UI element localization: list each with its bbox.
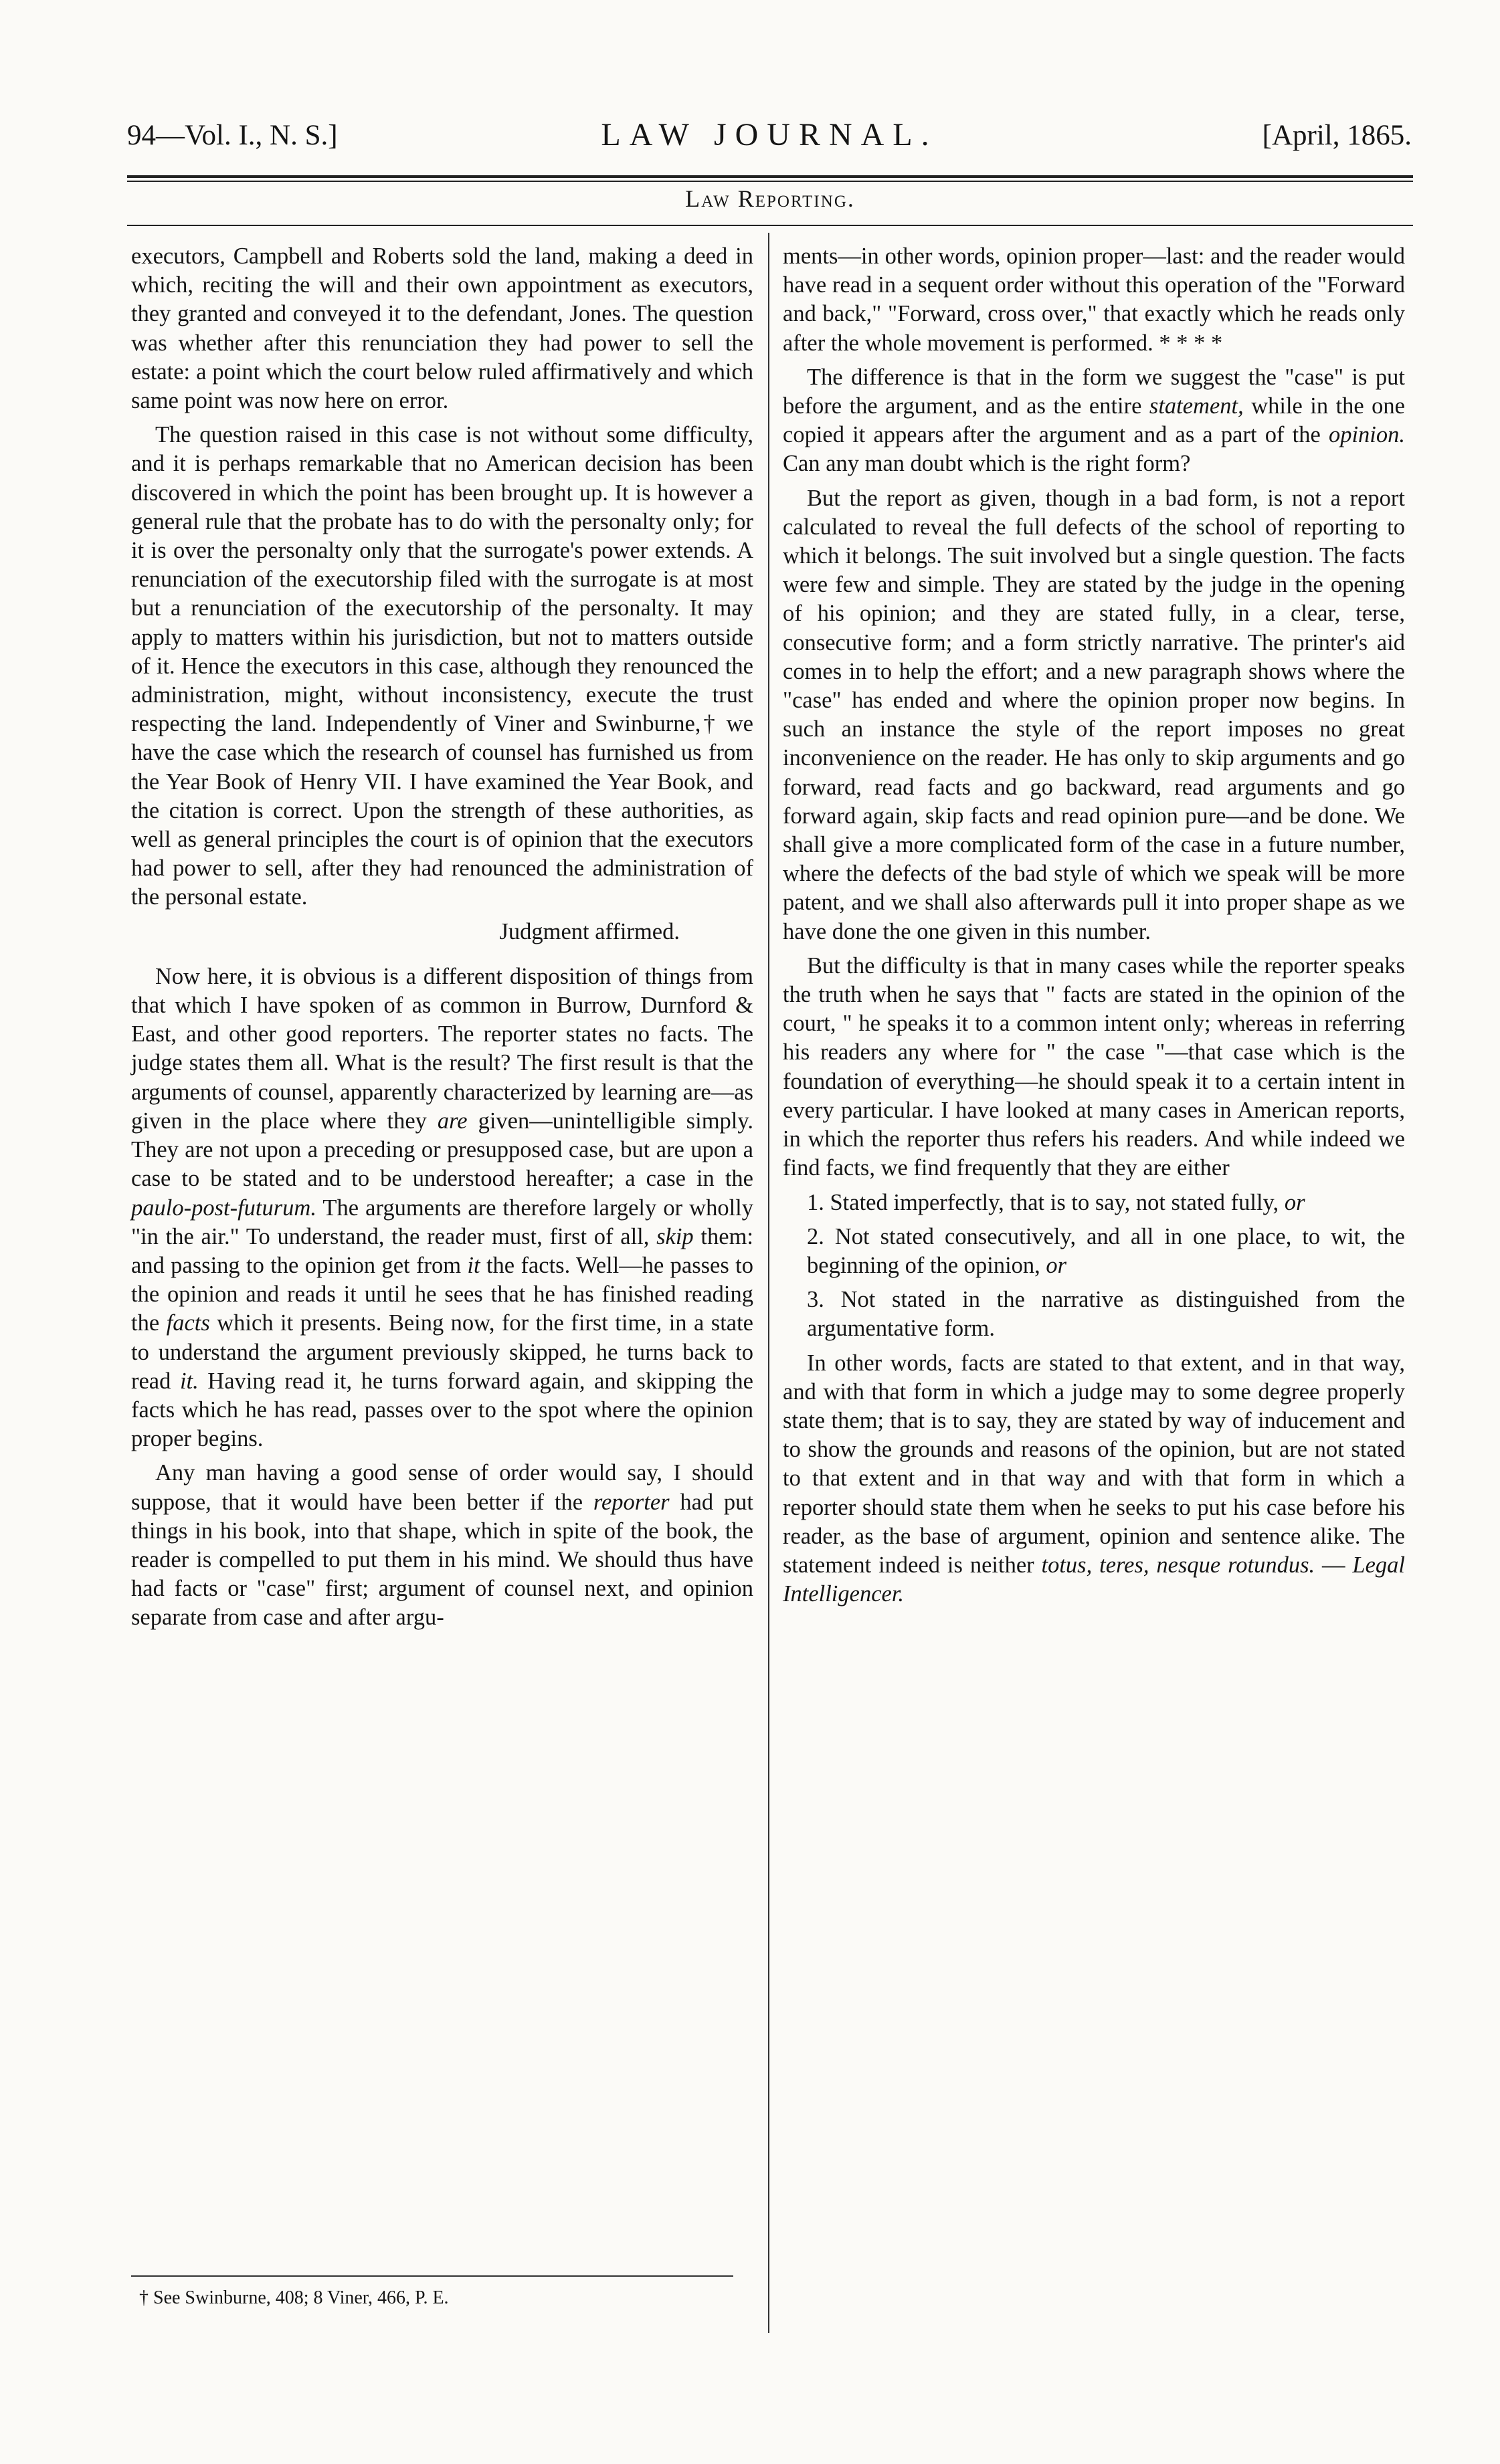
header-rule-thin bbox=[127, 181, 1413, 182]
paragraph: But the report as given, though in a bad form, is not a report calculated to reveal the full defects of the school of reporting to which it belongs. The suit involved but a single question. The facts were few and simple. They are stated by the judge in the opening of his opinion; and they are stated fully, in a clear, terse, consecutive form; and a form strictly narrative. The printer's aid comes in to help the effort; and a new paragraph shows where the "case" has ended and where the opinion proper now begins. In such an instance the style of the report imposes no great inconvenience on the reader. He has only to skip arguments and go forward, read facts and go backward, read arguments and go forward again, skip facts and read opinion pure—and be done. We shall give a more complicated form of the case in a future number, where the defects of the bad style of which we speak will be more patent, and we shall also afterwards pull it into proper shape as we have done the one given in this number. bbox=[783, 485, 1405, 944]
source-attribution: Legal Intelligencer. bbox=[783, 1552, 1406, 1607]
right-column bbox=[783, 242, 1405, 1614]
journal-title: LAW JOURNAL. bbox=[601, 117, 938, 152]
paragraph: The difference is that in the form we suggest the "case" is put before the argument, and as the entire statement, while in the one copied it appears after the argument and as a part of the opinion. Can any man doubt which is the right form? bbox=[783, 364, 1405, 477]
header-rule-thick bbox=[127, 175, 1413, 178]
paragraph: But the difficulty is that in many cases while the reporter speaks the truth when he says that " facts are stated in the opinion of the court, " he speaks it to a common intent only; whereas in referring his readers any where for " the case "—that case which is the foundation of everything—he should speak it to a certain intent in every particular. I have looked at many cases in American reports, in which the reporter thus refers his readers. And while indeed we find facts, we find frequently that they are either bbox=[783, 952, 1405, 1181]
paragraph: The question raised in this case is not without some difficulty, and it is perhaps remarkable that no American decision has been discovered in which the point has been brought up. It is however a general rule that the probate has to do with the personalty only; for it is over the personalty only that the surrogate's power extends. A renunciation of the executorship filed with the surrogate is at most but a renunciation of the executorship of the personalty. It may apply to matters within his jurisdiction, but not to matters outside of it. Hence the executors in this case, although they renounced the administration, might, without inconsistency, execute the trust respecting the land. Independently of Viner and Swinburne,† we have the case which the research of counsel has furnished us from the Year Book of Henry VII. I have examined the Year Book, and the citation is correct. Upon the strength of these authorities, as well as general principles the court is of opinion that the executors had power to sell, after they had renounced the administration of the personal estate. bbox=[131, 422, 753, 910]
column-divider bbox=[768, 233, 769, 2333]
paragraph: ments—in other words, opinion proper—last: and the reader would have read in a sequent order without this operation of the "Forward and back," "Forward, cross over," that exactly which he reads only after the whole movement is performed. * * * * bbox=[783, 243, 1405, 356]
paragraph: In other words, facts are stated to that extent, and in that way, and with that form in which a judge may to some degree properly state them; that is to say, they are stated by way of inducement and to show the grounds and reasons of the opinion, but are not stated to that extent and in that way and with that form in which a reporter should state them when he seeks to put his case before his reader, as the base of argument, opinion and sentence alike. The statement indeed is neither totus, teres, nesque rotundus. — Legal Intelligencer. bbox=[783, 1350, 1406, 1607]
judgment-line: Judgment affirmed. bbox=[499, 918, 680, 944]
running-header bbox=[127, 107, 1412, 165]
footnote-rule bbox=[131, 2275, 733, 2277]
list-item: 2. Not stated consecutively, and all in one place, to wit, the beginning of the opinion, or bbox=[807, 1223, 1405, 1278]
list-item: 1. Stated imperfectly, that is to say, not stated fully, or bbox=[807, 1189, 1305, 1215]
section-title: Law Reporting. bbox=[685, 185, 855, 212]
paragraph: executors, Campbell and Roberts sold the land, making a deed in which, reciting the will and their own appointment as executors, they granted and conveyed it to the defendant, Jones. The question was whether after this renunciation they had power to sell the estate: a point which the court below ruled affirmatively and which same point was now here on error. bbox=[131, 243, 753, 414]
footnote: † See Swinburne, 408; 8 Viner, 466, P. E. bbox=[139, 2287, 449, 2308]
paragraph: Any man having a good sense of order would say, I should suppose, that it would have been better if the reporter had put things in his book, into that shape, which in spite of the book, the reader is compelled to put them in his mind. We should thus have had facts or "case" first; argument of counsel next, and opinion separate from case and after argu- bbox=[131, 1460, 753, 1631]
paragraph: Now here, it is obvious is a different disposition of things from that which I have spoken of as common in Burrow, Durnford & East, and other good reporters. The reporter states no facts. The judge states them all. What is the result? The first result is that the arguments of counsel, apparently characterized by learning are—as given in the place where they are given—unintelligible simply. They are not upon a preceding or presupposed case, but are upon a case to be stated and to be understood hereafter; a case in the paulo-post-futurum. The arguments are therefore largely or wholly "in the air." To understand, the reader must, first of all, skip them: and passing to the opinion get from it the facts. Well—he passes to the opinion and reads it until he sees that he has finished reading the facts which it presents. Being now, for the first time, in a state to understand the argument previously skipped, he turns back to read it. Having read it, he turns forward again, and skipping the facts which he has read, passes over to the spot where the opinion proper begins. bbox=[131, 963, 753, 1452]
volume-info: 94—Vol. I., N. S.] bbox=[127, 120, 338, 151]
list-item: 3. Not stated in the narrative as distinguished from the argumentative form. bbox=[807, 1287, 1405, 1342]
section-rule bbox=[127, 225, 1413, 226]
left-column bbox=[131, 242, 753, 1638]
issue-date: [April, 1865. bbox=[1262, 120, 1412, 151]
